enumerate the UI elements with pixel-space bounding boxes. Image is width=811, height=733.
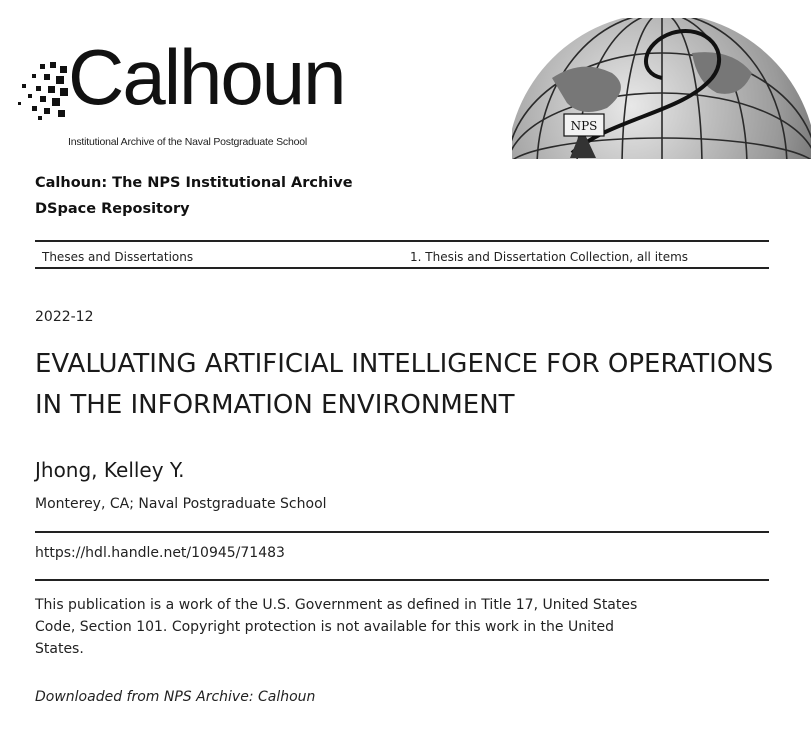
repository-subname: DSpace Repository xyxy=(35,201,190,217)
calhoun-logo xyxy=(18,33,345,152)
item-date: 2022-12 xyxy=(35,309,94,325)
rights-statement: This publication is a work of the U.S. Government as defined in Title 17, United States Code, Section 101. Copyright protection is not available for this work in the United States. xyxy=(35,597,638,657)
download-note: Downloaded from NPS Archive: Calhoun xyxy=(35,689,316,705)
handle-bottom-rule xyxy=(35,579,769,581)
logo-tagline: Institutional Archive of the Naval Postgraduate School xyxy=(68,136,308,148)
breadcrumb-collection[interactable]: 1. Thesis and Dissertation Collection, all items xyxy=(410,250,689,264)
emblem-label: NPS xyxy=(570,119,598,133)
breadcrumb-top-rule xyxy=(35,240,769,242)
item-publisher: Monterey, CA; Naval Postgraduate School xyxy=(35,496,327,512)
pixel-dots-icon xyxy=(18,62,70,122)
logo-wordmark: Calhoun xyxy=(68,33,345,121)
breadcrumb-community[interactable]: Theses and Dissertations xyxy=(42,250,194,264)
breadcrumb-bottom-rule xyxy=(35,267,769,269)
handle-top-rule xyxy=(35,531,769,533)
nps-globe-emblem xyxy=(512,18,811,159)
item-author: Jhong, Kelley Y. xyxy=(35,458,185,482)
item-handle-link[interactable]: https://hdl.handle.net/10945/71483 xyxy=(35,545,285,561)
globe-icon xyxy=(512,18,811,159)
repository-name: Calhoun: The NPS Institutional Archive xyxy=(35,175,353,191)
item-title: EVALUATING ARTIFICIAL INTELLIGENCE FOR OPERATIONS IN THE INFORMATION ENVIRONMENT xyxy=(35,349,774,420)
